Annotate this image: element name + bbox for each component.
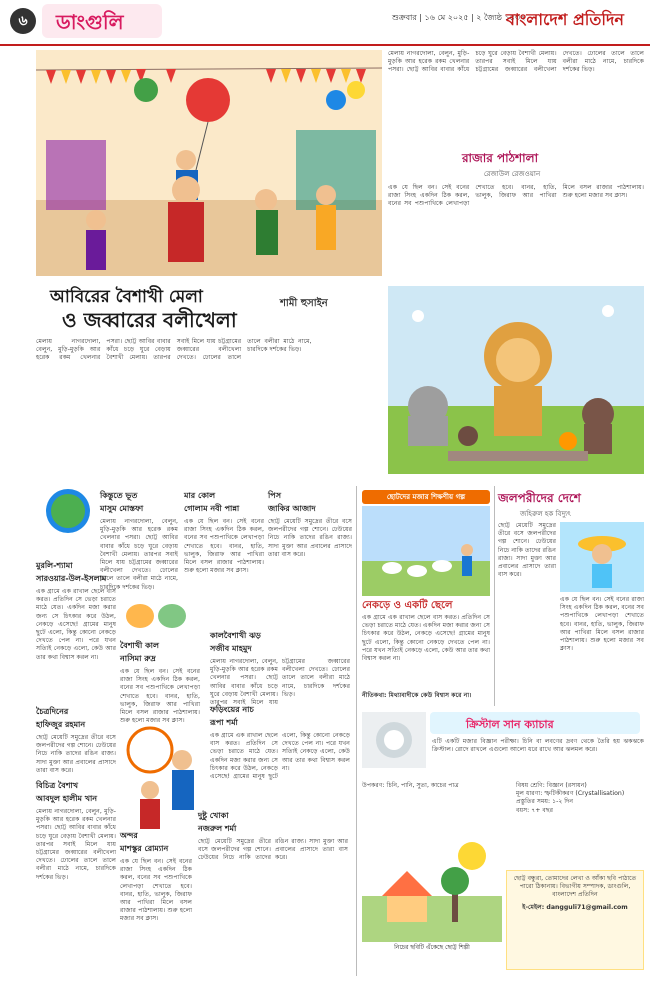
science-materials: উপকরণ: চিনি, পানি, সুতা, কাচের পাত্র <box>362 782 459 789</box>
story-illustration <box>388 286 644 474</box>
lead-continued: মেলায় নাগরদোলা, বেলুন, মুড়ি-মুড়কি আর হরেক রকম খেলনার পসরা। ছোট্ট আবির বাবার কাঁধে চড়ে ঘুরে বেড়ায় বৈশাখী মেলায়। তারপর সবাই মিলে যায় চট্টগ্রামের জব্বারের বলীখেলা দেখতে। ঢোলের তালে তালে বলীরা মাঠে নামে, চারদিকে দর্শকের ভিড়। <box>388 50 644 74</box>
page-header <box>0 0 650 46</box>
teach-title: নেকড়ে ও একটি ছেলে <box>362 600 453 611</box>
science-meta-item: বয়স: ৭+ বছর <box>516 806 553 814</box>
science-body: এটি একটি মজার বিজ্ঞান পরীক্ষা। চিনি বা লবণের দ্রবণ থেকে তৈরি হয় ঝকঝকে ক্রিস্টাল। রোদে রাখলে এগুলো আলো ধরে রাখে আর ঝলমল করে। <box>432 738 644 754</box>
poem-lines: এক যে ছিল বন। সেই বনের রাজা সিংহ একদিন ঠিক করল, বনের সব পশুপাখিকে লেখাপড়া শেখাতে হবে। বানর, হাতি, ভালুক, জিরাফ আর পাখিরা মিলে বসল রাজার পাঠশালায়। শুরু হলো মজার সব ক্লাস। <box>120 858 192 923</box>
poem-author: সজীব মাহমুদ <box>210 644 252 653</box>
poem-lines: মেলায় নাগরদোলা, বেলুন, মুড়ি-মুড়কি আর হরেক রকম খেলনার পসরা। ছোট্ট আবির বাবার কাঁধে চড়ে ঘুরে বেড়ায় বৈশাখী মেলায়। তারপর সবাই মিলে যায় চট্টগ্রামের জব্বারের বলীখেলা দেখতে। ঢোলের তালে তালে বলীরা মাঠে নামে, চারদিকে দর্শকের ভিড়। <box>36 808 116 881</box>
poem-block <box>36 706 116 776</box>
science-illustration <box>362 712 426 768</box>
poem-block <box>120 830 192 970</box>
teach-illustration <box>362 506 490 596</box>
poem-title: পিস <box>268 491 282 500</box>
poem-block <box>210 630 350 707</box>
poem-author: নজরুল শর্মা <box>198 824 237 833</box>
poem-lines: ছোট্ট মেয়েটি সমুদ্রের তীরে বসে জলপরীদের গল্প শোনে। ঢেউয়ের নিচে নাকি তাদের রঙিন রাজ্য। সাদা মুক্তা আর প্রবালের প্রাসাদে তারা বাস করে। <box>36 734 116 774</box>
poem-author: আবদুল হালীম খান <box>36 794 98 803</box>
poem-lines: এক যে ছিল বন। সেই বনের রাজা সিংহ একদিন ঠিক করল, বনের সব পশুপাখিকে লেখাপড়া শেখাতে হবে। বানর, হাতি, ভালুক, জিরাফ আর পাখিরা মিলে বসল রাজার পাঠশালায়। শুরু হলো মজার সব ক্লাস। <box>120 668 200 725</box>
teach-label-badge <box>362 490 490 504</box>
lead-body: মেলায় নাগরদোলা, বেলুন, মুড়ি-মুড়কি আর হরেক রকম খেলনার পসরা। ছোট্ট আবির বাবার কাঁধে চড়ে ঘুরে বেড়ায় বৈশাখী মেলায়। তারপর সবাই মিলে যায় চট্টগ্রামের জব্বারের বলীখেলা দেখতে। ঢোলের তালে তালে বলীরা মাঠে নামে, চারদিকে দর্শকের ভিড়। <box>36 338 312 362</box>
story-author: রেজাউল রেজওয়ান <box>483 170 541 178</box>
story-title: রাজার পাঠশালা <box>461 151 539 165</box>
contact-text: ছোট্ট বন্ধুরা, তোমাদের লেখা ও আঁকা ছবি পাঠাতে পারো ঠিকানায়। বিভাগীয় সম্পাদক, ডাংগুলি, বাংলাদেশ প্রতিদিন <box>513 875 637 899</box>
teach-moral: নীতিকথা: মিথ্যাবাদীকে কেউ বিশ্বাস করে না। <box>362 692 472 699</box>
poem-block <box>184 490 264 590</box>
poem-block <box>36 780 116 970</box>
jalpari-body: ছোট্ট মেয়েটি সমুদ্রের তীরে বসে জলপরীদের গল্প শোনে। ঢেউয়ের নিচে নাকি তাদের রঙিন রাজ্য। সাদা মুক্তা আর প্রবালের প্রাসাদে তারা বাস করে। <box>498 522 556 579</box>
poem-lines: মেলায় নাগরদোলা, বেলুন, মুড়ি-মুড়কি আর হরেক রকম খেলনার পসরা। ছোট্ট আবির বাবার কাঁধে চড়ে ঘুরে বেড়ায় বৈশাখী মেলায়। তারপর সবাই মিলে যায় চট্টগ্রামের জব্বারের বলীখেলা দেখতে। ঢোলের তালে তালে বলীরা মাঠে নামে, চারদিকে দর্শকের ভিড়। <box>100 518 178 591</box>
poem-title: অন্দর <box>120 831 138 840</box>
poem-block <box>210 704 350 784</box>
poem-block <box>36 560 116 660</box>
poem-lines: এক গ্রামে এক রাখাল ছেলে বাস করত। প্রতিদিন সে ভেড়া চরাতে মাঠে যেত। একদিন মজা করার জন্য সে চিৎকার করে উঠল, নেকড়ে এসেছে! গ্রামের মানুষ ছুটে এলো, কিন্তু কোনো নেকড়ে দেখতে পেল না। পরে যখন সত্যিই নেকড়ে এলো, কেউ আর তার কথা বিশ্বাস করল না। <box>210 732 350 781</box>
jalpari-heading <box>498 490 644 506</box>
teach-body: এক গ্রামে এক রাখাল ছেলে বাস করত। প্রতিদিন সে ভেড়া চরাতে মাঠে যেত। একদিন মজা করার জন্য সে চিৎকার করে উঠল, নেকড়ে এসেছে! গ্রামের মানুষ ছুটে এলো, কিন্তু কোনো নেকড়ে দেখতে পেল না। পরে যখন সত্যিই নেকড়ে এলো, কেউ আর তার কথা বিশ্বাস করল না। <box>362 614 490 663</box>
poem-title: বৈশাখী কাল <box>120 641 159 650</box>
lead-illustration <box>36 50 382 276</box>
poem-title: চৈত্রদিনের <box>36 707 69 716</box>
contact-box <box>506 870 644 970</box>
poem-lines: মেলায় নাগরদোলা, বেলুন, মুড়ি-মুড়কি আর হরেক রকম খেলনার পসরা। ছোট্ট আবির বাবার কাঁধে চড়ে ঘুরে বেড়ায় বৈশাখী মেলায়। তারপর সবাই মিলে যায় চট্টগ্রামের জব্বারের বলীখেলা দেখতে। ঢোলের তালে তালে বলীরা মাঠে নামে, চারদিকে দর্শকের ভিড়। <box>210 658 350 707</box>
issue-date: শুক্রবার | ১৬ মে ২০২৫ | ২ জ্যৈষ্ঠ ১৪৩২ <box>392 13 526 22</box>
science-meta-item: মূল ধারণা: স্ফটিকীকরণ (Crystallisation) <box>516 790 625 798</box>
column-divider <box>494 486 495 706</box>
science-meta <box>516 782 644 822</box>
poem-title: মার কোল <box>184 491 216 500</box>
poem-lines: ছোট্ট মেয়েটি সমুদ্রের তীরে বসে জলপরীদের গল্প শোনে। ঢেউয়ের নিচে নাকি তাদের রঙিন রাজ্য। সাদা মুক্তা আর প্রবালের প্রাসাদে তারা বাস করে। <box>268 518 352 558</box>
teach-label: ছোটদের মজার শিক্ষণীয় গল্প <box>386 493 466 501</box>
jalpari-body-continued: এক যে ছিল বন। সেই বনের রাজা সিংহ একদিন ঠিক করল, বনের সব পশুপাখিকে লেখাপড়া শেখাতে হবে। বানর, হাতি, ভালুক, জিরাফ আর পাখিরা মিলে বসল রাজার পাঠশালায়। শুরু হলো মজার সব ক্লাস। <box>560 596 644 653</box>
poem-author: রূপা শর্মা <box>210 718 238 727</box>
column-divider <box>356 486 357 976</box>
poem-block <box>120 640 200 725</box>
science-meta-item: প্রস্তুতির সময়: ১-২ দিন <box>516 798 574 806</box>
poem-lines: এক যে ছিল বন। সেই বনের রাজা সিংহ একদিন ঠিক করল, বনের সব পশুপাখিকে লেখাপড়া শেখাতে হবে। বানর, হাতি, ভালুক, জিরাফ আর পাখিরা মিলে বসল রাজার পাঠশালায়। শুরু হলো মজার সব ক্লাস। <box>184 518 264 575</box>
lead-headline <box>36 278 382 334</box>
science-title: ক্রিস্টাল সান ক্যাচার <box>466 718 554 731</box>
science-heading <box>430 712 640 734</box>
section-banner <box>42 4 162 38</box>
section-title: ডাংগুলি <box>56 10 124 34</box>
page-number: ৬ <box>10 8 36 34</box>
poem-title: মুরলি-শ্যামা <box>36 561 73 570</box>
poem-title: বিচিত্র বৈশাখ <box>36 781 79 790</box>
science-meta-item: বিষয় শ্রেণি: বিজ্ঞান (রসায়ন) <box>516 782 587 789</box>
drawing-caption: নিচের ছবিটি এঁকেছে ছোট্ট শিল্পী <box>394 944 470 951</box>
story-body: এক যে ছিল বন। সেই বনের রাজা সিংহ একদিন ঠিক করল, বনের সব পশুপাখিকে লেখাপড়া শেখাতে হবে। বানর, হাতি, ভালুক, জিরাফ আর পাখিরা মিলে বসল রাজার পাঠশালায়। শুরু হলো মজার সব ক্লাস। <box>388 184 644 208</box>
child-drawing <box>362 826 502 942</box>
lead-title-line2: ও জব্বারের বলীখেলা <box>62 308 237 332</box>
poem-author: নাসিমা রুদ্র <box>120 654 156 663</box>
story-heading <box>430 150 570 166</box>
poem-title: কালবৈশাখী ঝড় <box>210 631 261 640</box>
poem-author: মাসুম মোস্তফা <box>100 504 144 513</box>
poem-author: হাফিজুর রহমান <box>36 720 86 729</box>
lead-title-line1: আবিরের বৈশাখী মেলা <box>50 287 203 307</box>
poem-author: গোলাম নবী পান্না <box>184 504 240 513</box>
bird-illustration <box>120 594 194 634</box>
poem-title: দুষ্টু খোকা <box>198 811 229 820</box>
poem-author: জাকির আজাদ <box>268 504 316 513</box>
poem-lines: এক গ্রামে এক রাখাল ছেলে বাস করত। প্রতিদিন সে ভেড়া চরাতে মাঠে যেত। একদিন মজা করার জন্য সে চিৎকার করে উঠল, নেকড়ে এসেছে! গ্রামের মানুষ ছুটে এলো, কিন্তু কোনো নেকড়ে দেখতে পেল না। পরে যখন সত্যিই নেকড়ে এলো, কেউ আর তার কথা বিশ্বাস করল না। <box>36 588 116 661</box>
poem-title: কিন্তুতে ভূত <box>100 491 138 500</box>
poem-block <box>198 810 348 970</box>
jalpari-author: জহিরুল হক বিদ্যুৎ <box>520 510 571 518</box>
kids-illustration <box>120 720 210 830</box>
poem-author: সারওয়ার-উল-ইসলাম <box>36 574 107 583</box>
poem-block <box>268 490 352 590</box>
chora-logo <box>36 486 100 536</box>
lead-author: শামী হুসাইন <box>280 298 328 309</box>
poem-title: ফড়িংয়ের নাচ <box>210 705 254 714</box>
jalpari-illustration <box>560 522 644 592</box>
jalpari-title: জলপরীদের দেশে <box>498 491 581 505</box>
contact-email: ই-মেইল: dangguli71@gmail.com <box>522 903 628 911</box>
poem-author: মাশস্কুর রোম্যান <box>120 844 169 853</box>
poem-lines: ছোট্ট মেয়েটি সমুদ্রের তীরে বসে জলপরীদের গল্প শোনে। ঢেউয়ের নিচে নাকি তাদের রঙিন রাজ্য। সাদা মুক্তা আর প্রবালের প্রাসাদে তারা বাস করে। <box>198 838 348 862</box>
masthead-logo: বাংলাদেশ প্রতিদিন <box>506 10 624 29</box>
